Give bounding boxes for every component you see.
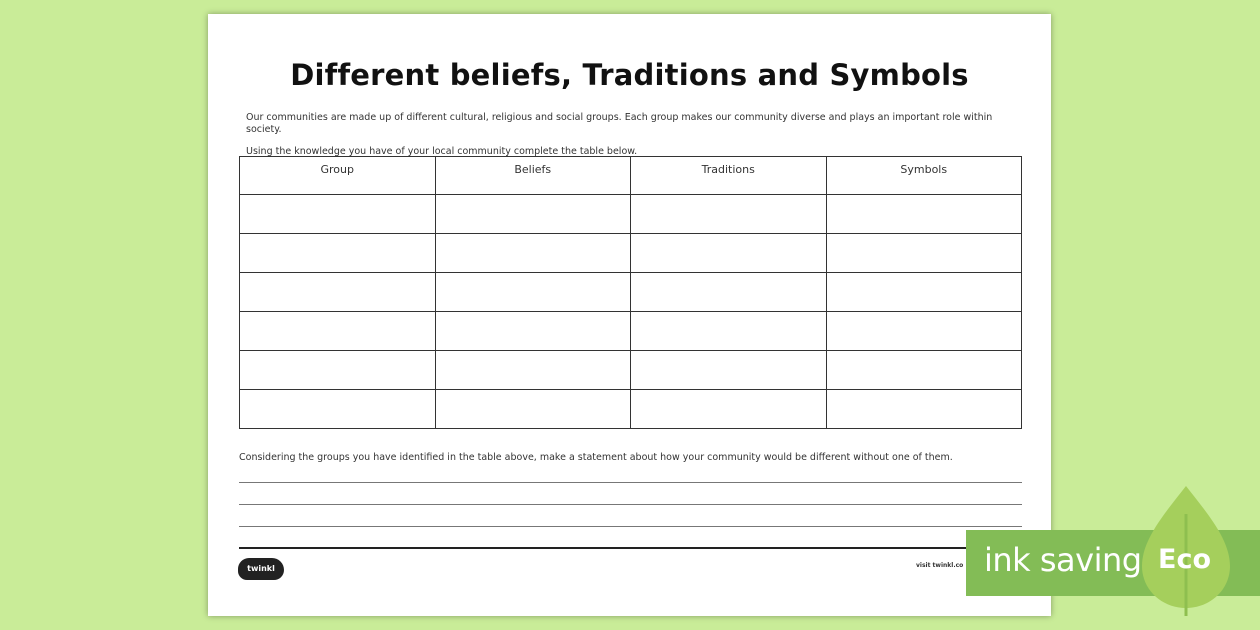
table-row bbox=[240, 312, 1022, 351]
table-cell[interactable] bbox=[435, 351, 631, 390]
table-cell[interactable] bbox=[631, 390, 827, 429]
table-cell[interactable] bbox=[435, 273, 631, 312]
table-cell[interactable] bbox=[435, 390, 631, 429]
table-cell[interactable] bbox=[826, 312, 1022, 351]
table-cell[interactable] bbox=[240, 390, 436, 429]
footer-url: visit twinkl.co bbox=[916, 562, 964, 569]
table-row bbox=[240, 390, 1022, 429]
table-cell[interactable] bbox=[631, 234, 827, 273]
statement-prompt: Considering the groups you have identified in the table above, make a statement about how your community would be different without one of them. bbox=[239, 452, 953, 463]
table-cell[interactable] bbox=[826, 390, 1022, 429]
header-group: Group bbox=[240, 157, 436, 195]
badge-eco-text: Eco bbox=[1158, 544, 1211, 575]
worksheet-title: Different beliefs, Traditions and Symbols bbox=[290, 58, 969, 92]
header-beliefs: Beliefs bbox=[435, 157, 631, 195]
table-cell[interactable] bbox=[826, 351, 1022, 390]
ink-saving-badge bbox=[966, 484, 1260, 616]
table-cell[interactable] bbox=[435, 312, 631, 351]
table-cell[interactable] bbox=[240, 351, 436, 390]
table-cell[interactable] bbox=[631, 312, 827, 351]
table-row bbox=[240, 234, 1022, 273]
table-cell[interactable] bbox=[826, 195, 1022, 234]
answer-line[interactable] bbox=[239, 504, 1022, 505]
table-cell[interactable] bbox=[631, 273, 827, 312]
table-cell[interactable] bbox=[435, 234, 631, 273]
table-cell[interactable] bbox=[826, 234, 1022, 273]
header-traditions: Traditions bbox=[631, 157, 827, 195]
table-row bbox=[240, 273, 1022, 312]
instruction-text: Using the knowledge you have of your local community complete the table below. bbox=[246, 146, 638, 157]
table-cell[interactable] bbox=[631, 195, 827, 234]
answer-line[interactable] bbox=[239, 526, 1022, 527]
table-header-row bbox=[240, 157, 1022, 195]
intro-paragraph: Our communities are made up of different cultural, religious and social groups. Each group makes our community diverse and plays an important role within society. bbox=[246, 112, 993, 135]
badge-label: ink saving bbox=[984, 541, 1142, 579]
table-cell[interactable] bbox=[435, 195, 631, 234]
beliefs-table bbox=[239, 156, 1022, 429]
table-cell[interactable] bbox=[240, 234, 436, 273]
answer-line[interactable] bbox=[239, 482, 1022, 483]
table-cell[interactable] bbox=[240, 312, 436, 351]
table-cell[interactable] bbox=[240, 273, 436, 312]
worksheet-page bbox=[208, 14, 1051, 616]
table-row bbox=[240, 351, 1022, 390]
twinkl-logo: twinkl bbox=[238, 558, 284, 580]
table-row bbox=[240, 195, 1022, 234]
table-cell[interactable] bbox=[631, 351, 827, 390]
footer-divider bbox=[239, 547, 1022, 549]
table-cell[interactable] bbox=[240, 195, 436, 234]
header-symbols: Symbols bbox=[826, 157, 1022, 195]
table-cell[interactable] bbox=[826, 273, 1022, 312]
